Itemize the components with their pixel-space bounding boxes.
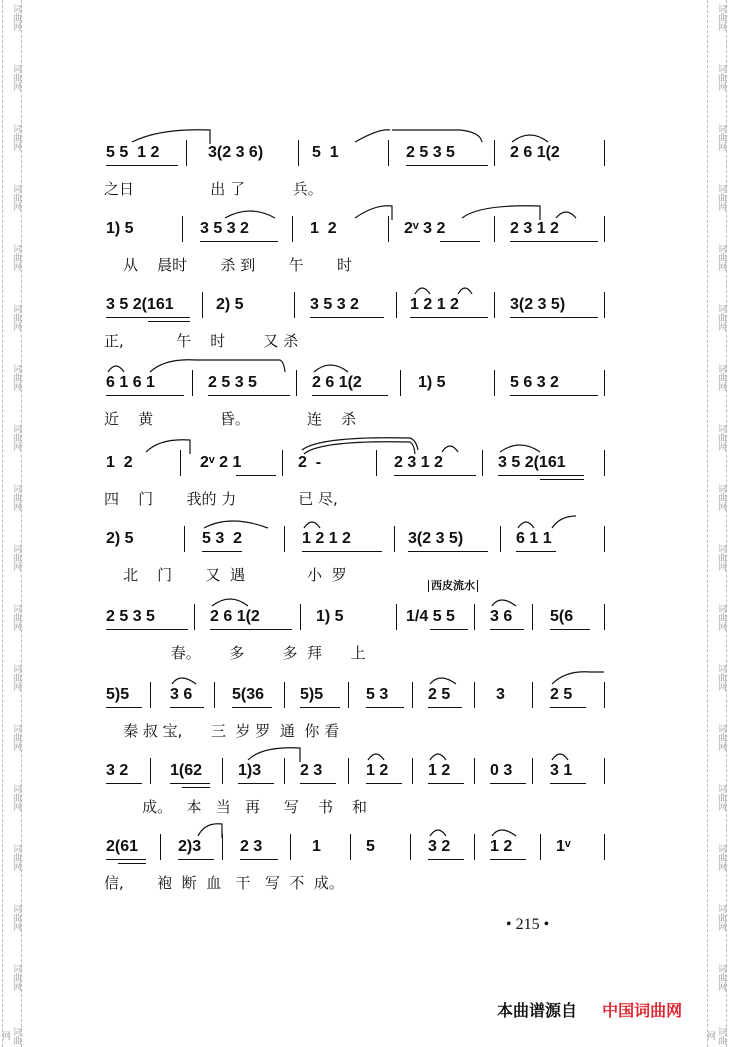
slur-marks xyxy=(0,820,729,840)
underline xyxy=(490,783,526,784)
watermark-text: 词曲网 xyxy=(705,1026,726,1045)
underline xyxy=(312,395,388,396)
slur-marks xyxy=(0,668,729,688)
measure-1: 3 5 2(161 xyxy=(106,296,174,313)
underline xyxy=(118,863,146,864)
measure-4: 1 xyxy=(312,838,321,855)
underline xyxy=(302,551,382,552)
measure-6: 3 2 xyxy=(428,838,451,855)
source-credit xyxy=(497,998,682,1021)
underline xyxy=(182,787,210,788)
watermark-text: 词曲网 xyxy=(716,184,726,211)
underline xyxy=(106,395,184,396)
underline xyxy=(240,859,278,860)
measure-1: 2(61 xyxy=(106,838,139,855)
underline xyxy=(178,859,214,860)
slur-marks xyxy=(0,278,729,298)
watermark-text: 词曲网 xyxy=(716,64,726,91)
watermark-text: 词曲网 xyxy=(11,424,21,451)
watermark-text: 词曲网 xyxy=(716,4,726,31)
measure-7: 1 2 xyxy=(490,838,513,855)
lyrics-line: 秦 叔 宝, 三 岁 罗 通 你 看 xyxy=(104,722,340,740)
underline xyxy=(170,707,204,708)
underline xyxy=(510,395,598,396)
watermark-text: 词曲网 xyxy=(716,544,726,571)
underline xyxy=(550,783,586,784)
watermark-text: 词曲网 xyxy=(716,304,726,331)
measure-1: 6 1 6 1 xyxy=(106,374,155,391)
watermark-text: 词曲网 xyxy=(11,964,21,991)
measure-2: 2 6 1(2 xyxy=(210,608,260,625)
underline xyxy=(200,241,278,242)
lyrics-line: 信, 袍 断 血 干 写 不 成。 xyxy=(104,874,344,892)
underline xyxy=(428,707,462,708)
underline xyxy=(510,317,598,318)
watermark-text: 词曲网 xyxy=(716,664,726,691)
underline xyxy=(106,165,178,166)
measure-3: 3 5 3 2 xyxy=(310,296,359,313)
measure-5: 2 3 1 2 xyxy=(510,220,559,237)
slur-marks xyxy=(0,590,729,610)
measure-7: 3 xyxy=(496,686,505,703)
tempo-mark: 西皮流水 xyxy=(428,580,478,592)
measure-6: 5(6 xyxy=(550,608,574,625)
underline xyxy=(238,783,274,784)
underline xyxy=(170,783,210,784)
measure-2: 5 3 2 xyxy=(202,530,243,547)
measure-2: 2ᵛ 2 1 xyxy=(200,454,242,471)
measure-3: 5 1 xyxy=(312,144,339,161)
slur-marks xyxy=(0,436,729,456)
measure-2: 3 6 xyxy=(170,686,193,703)
measure-5: 6 1 1 xyxy=(516,530,552,547)
measure-1: 1 2 xyxy=(106,454,133,471)
underline xyxy=(106,859,146,860)
measure-4: 3(2 3 5) xyxy=(408,530,464,547)
measure-3: 2 3 xyxy=(240,838,263,855)
underline xyxy=(210,629,292,630)
watermark-text: 词曲网 xyxy=(716,904,726,931)
measure-3: 2 - xyxy=(298,454,322,471)
lyrics-line: 成。 本 当 再 写 书 和 xyxy=(104,798,368,816)
watermark-text: 词曲网 xyxy=(716,784,726,811)
watermark-text: 词曲网 xyxy=(11,304,21,331)
measure-5: 3(2 3 5) xyxy=(510,296,566,313)
underline xyxy=(408,551,488,552)
measure-4: 1/4 5 5 xyxy=(406,608,455,625)
measure-1: 3 2 xyxy=(106,762,129,779)
watermark-text: 词曲网 xyxy=(11,124,21,151)
measure-8: 3 1 xyxy=(550,762,573,779)
measure-8: 2 5 xyxy=(550,686,573,703)
measure-5: 5 3 xyxy=(366,686,389,703)
measure-3: 1) 5 xyxy=(316,608,344,625)
watermark-text: 词曲网 xyxy=(716,124,726,151)
watermark-text: 词曲网 xyxy=(716,484,726,511)
measure-3: 1 2 1 2 xyxy=(302,530,351,547)
measure-2: 3(2 3 6) xyxy=(208,144,264,161)
measure-4: 1) 5 xyxy=(418,374,446,391)
underline xyxy=(440,241,480,242)
watermark-text: 词曲网 xyxy=(716,364,726,391)
underline xyxy=(366,783,402,784)
measure-1: 5)5 xyxy=(106,686,130,703)
watermark-text: 词曲网 xyxy=(11,364,21,391)
underline xyxy=(498,475,584,476)
measure-1: 2 5 3 5 xyxy=(106,608,155,625)
watermark-text: 词曲网 xyxy=(0,1026,21,1045)
underline xyxy=(106,707,142,708)
watermark-text: 词曲网 xyxy=(11,184,21,211)
measure-5: 1 2 xyxy=(366,762,389,779)
underline xyxy=(540,479,584,480)
lyrics-line: 北 门 又 遇 小 罗 xyxy=(104,566,347,584)
measure-6: 2 5 xyxy=(428,686,451,703)
measure-2: 2) 5 xyxy=(216,296,244,313)
slur-marks xyxy=(0,356,729,376)
underline xyxy=(300,707,340,708)
underline xyxy=(106,783,142,784)
underline xyxy=(430,629,468,630)
watermark-text: 词曲网 xyxy=(11,844,21,871)
watermark-text: 词曲网 xyxy=(11,544,21,571)
source-prefix: 本曲谱源自 xyxy=(497,1001,578,1020)
watermark-text: 词曲网 xyxy=(11,64,21,91)
lyrics-line: 正, 午 时 又 杀 xyxy=(104,332,299,350)
watermark-text: 词曲网 xyxy=(11,904,21,931)
watermark-text: 词曲网 xyxy=(11,784,21,811)
measure-6: 1 2 xyxy=(428,762,451,779)
underline xyxy=(106,317,190,318)
underline xyxy=(410,317,488,318)
lyrics-line: 近 黄 昏。 连 杀 xyxy=(104,410,357,428)
watermark-text: 词曲网 xyxy=(716,844,726,871)
measure-2: 3 5 3 2 xyxy=(200,220,249,237)
slur-marks xyxy=(0,126,729,146)
measure-3: 5(36 xyxy=(232,686,265,703)
lyrics-line: 四 门 我的 力 已 尽, xyxy=(104,490,338,508)
underline xyxy=(202,551,242,552)
underline xyxy=(232,707,272,708)
lyrics-line: 从 晨时 杀 到 午 时 xyxy=(104,256,353,274)
underline xyxy=(550,707,586,708)
slur-marks xyxy=(0,744,729,764)
measure-2: 2 5 3 5 xyxy=(208,374,257,391)
measure-4: 2 5 3 5 xyxy=(406,144,455,161)
underline xyxy=(310,317,384,318)
measure-4: 1 2 1 2 xyxy=(410,296,459,313)
underline xyxy=(148,321,190,322)
watermark-text: 词曲网 xyxy=(716,964,726,991)
underline xyxy=(510,241,598,242)
measure-2: 2)3 xyxy=(178,838,202,855)
measure-3: 1)3 xyxy=(238,762,262,779)
underline xyxy=(428,859,464,860)
watermark-text: 词曲网 xyxy=(11,604,21,631)
watermark-text: 词曲网 xyxy=(716,244,726,271)
measure-3: 2 6 1(2 xyxy=(312,374,362,391)
measure-5: 3 6 xyxy=(490,608,513,625)
lyrics-line: 春。 多 多 拜 上 xyxy=(104,644,366,662)
underline xyxy=(366,707,404,708)
underline xyxy=(394,475,476,476)
measure-7: 0 3 xyxy=(490,762,513,779)
watermark-text: 词曲网 xyxy=(716,604,726,631)
watermark-text: 词曲网 xyxy=(11,664,21,691)
source-site-link[interactable]: 中国词曲网 xyxy=(602,1001,683,1020)
underline xyxy=(300,783,336,784)
slur-marks xyxy=(0,202,729,222)
watermark-text: 词曲网 xyxy=(11,484,21,511)
measure-4: 2ᵛ 3 2 xyxy=(404,220,446,237)
measure-4: 5)5 xyxy=(300,686,324,703)
measure-5: 5 xyxy=(366,838,375,855)
measure-2: 1(62 xyxy=(170,762,203,779)
underline xyxy=(106,629,188,630)
underline xyxy=(490,859,526,860)
measure-5: 5 6 3 2 xyxy=(510,374,559,391)
measure-1: 2) 5 xyxy=(106,530,134,547)
underline xyxy=(428,783,464,784)
measure-4: 2 3 xyxy=(300,762,323,779)
measure-3: 1 2 xyxy=(310,220,337,237)
underline xyxy=(236,475,276,476)
watermark-text: 词曲网 xyxy=(716,424,726,451)
underline xyxy=(516,551,556,552)
measure-8: 1ᵛ xyxy=(556,838,571,855)
underline xyxy=(208,395,290,396)
measure-1: 1) 5 xyxy=(106,220,134,237)
measure-5: 2 6 1(2 xyxy=(510,144,560,161)
watermark-text: 词曲网 xyxy=(11,4,21,31)
measure-5: 3 5 2(161 xyxy=(498,454,566,471)
measure-4: 2 3 1 2 xyxy=(394,454,443,471)
watermark-text: 词曲网 xyxy=(11,244,21,271)
underline xyxy=(406,165,488,166)
page-number: • 215 • xyxy=(506,916,550,933)
slur-marks xyxy=(0,512,729,532)
underline xyxy=(490,629,524,630)
score-row-10 xyxy=(0,834,729,914)
underline xyxy=(550,629,590,630)
watermark-text: 词曲网 xyxy=(716,724,726,751)
lyrics-line: 之日 出 了 兵。 xyxy=(104,180,323,198)
watermark-text: 词曲网 xyxy=(11,724,21,751)
measure-1: 5 5 1 2 xyxy=(106,144,160,161)
